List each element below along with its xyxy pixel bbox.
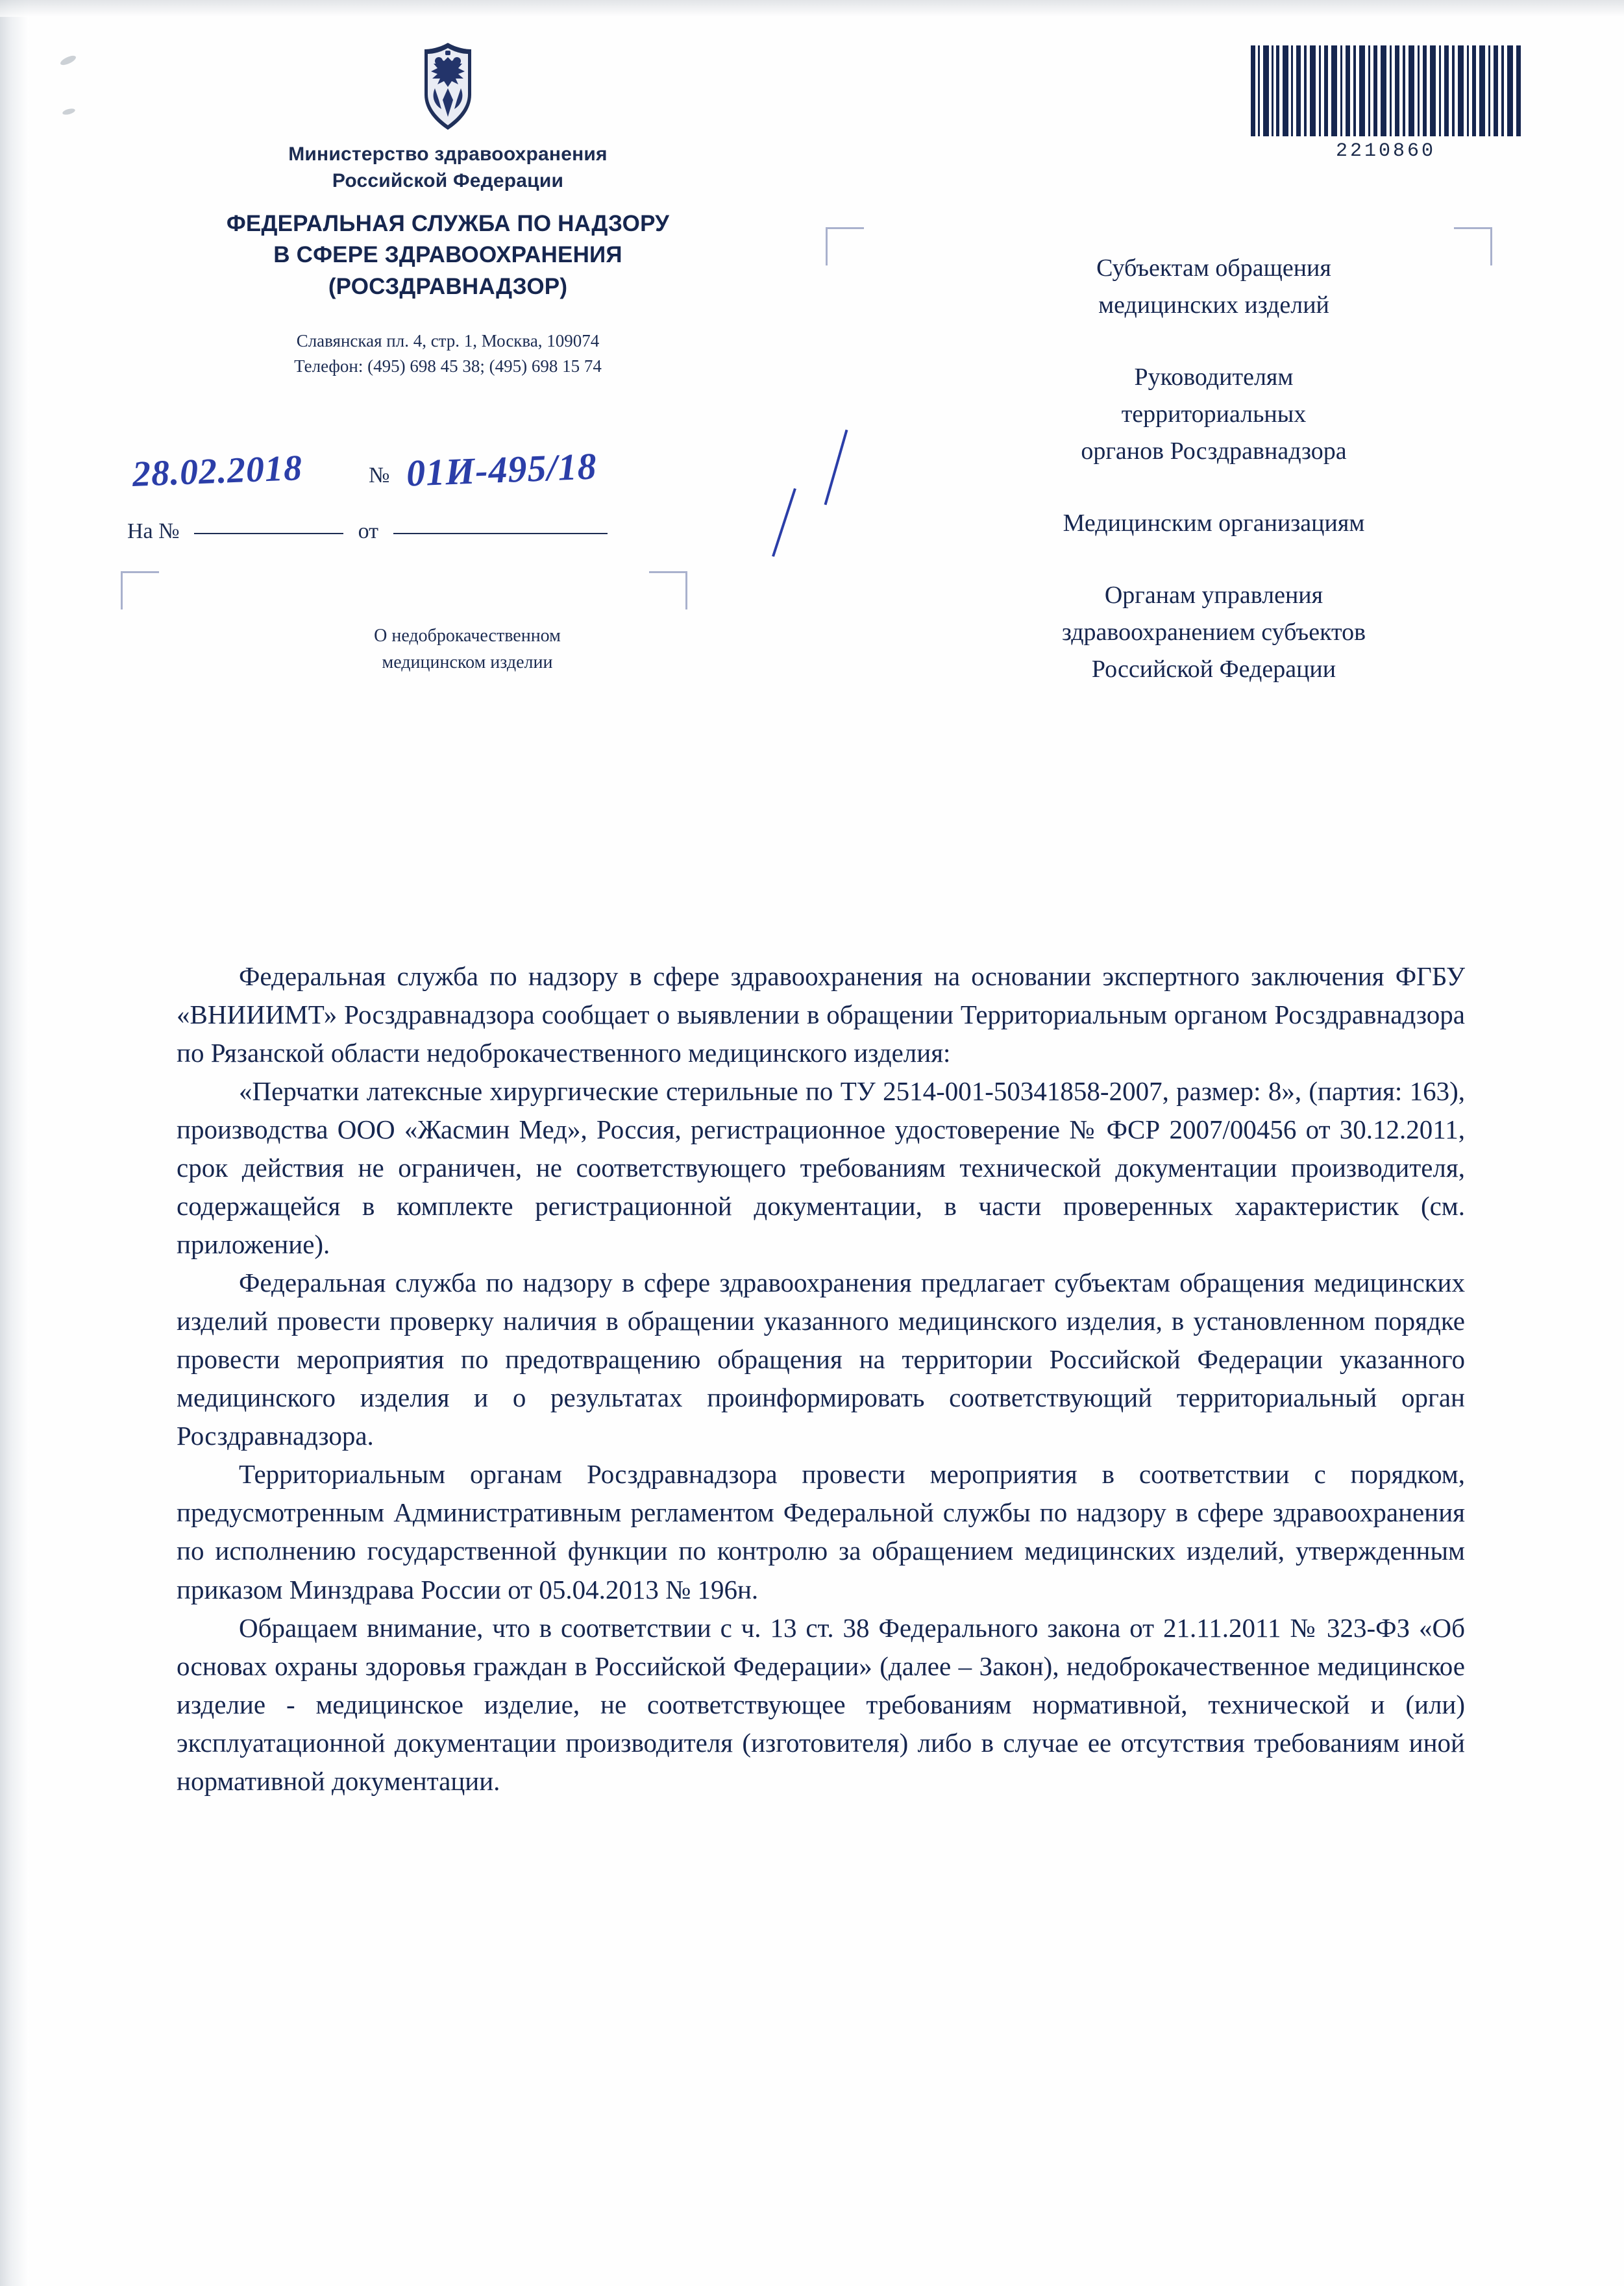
- addressee-3-line-1: Медицинским организациям: [1063, 510, 1365, 537]
- addressee-4-line-1: Органам управления: [1104, 582, 1323, 609]
- pen-stroke: [772, 488, 796, 557]
- incoming-label: На №: [127, 519, 180, 543]
- address-line-2: Телефон: (495) 698 45 38; (495) 698 15 74: [294, 356, 602, 376]
- addressee-4: [883, 577, 1545, 688]
- service-line-2: В СФЕРЕ ЗДРАВООХРАНЕНИЯ: [273, 242, 622, 268]
- addressee-1: [883, 250, 1545, 324]
- letterhead: [130, 38, 766, 379]
- corner-mark-right: [649, 571, 687, 609]
- incoming-date-label: от: [358, 519, 379, 543]
- service-line-1: ФЕДЕРАЛЬНАЯ СЛУЖБА ПО НАДЗОРУ: [226, 211, 670, 236]
- addressee-2: [883, 359, 1545, 470]
- addressee-2-line-2: территориальных: [1121, 400, 1307, 428]
- service-line-3: (РОСЗДРАВНАДЗОР): [328, 273, 568, 299]
- letter-subject: [260, 623, 675, 676]
- number-symbol: №: [369, 463, 390, 487]
- addressee-3: [883, 505, 1545, 542]
- address-line-1: Славянская пл. 4, стр. 1, Москва, 109074: [296, 330, 600, 350]
- addressee-4-line-3: Российской Федерации: [1091, 656, 1336, 683]
- subject-line-2: медицинском изделии: [382, 652, 553, 672]
- body-paragraph-5: Обращаем внимание, что в соответствии с ч. 13 ст. 38 Федерального закона от 21.11.2011 № 323-ФЗ «Об основах охраны здоровья граждан в Российской Федерации» (далее – Закон), недоброкачественное медицинское изделие - медицинское изделие, не соответствующее требованиям нормативной, технической и (или) эксплуатационной документации производителя (изготовителя) либо в случае ее отсутствия требованиям иной нормативной документации.: [177, 1612, 1465, 1796]
- russian-coat-of-arms-icon: [406, 38, 489, 135]
- addressee-1-line-2: медицинских изделий: [1098, 291, 1329, 319]
- incoming-reference-line: [127, 519, 608, 544]
- registration-date: 28.02.2018: [131, 447, 304, 495]
- addressee-list: [883, 250, 1545, 688]
- incoming-date-rule: [393, 532, 608, 534]
- body-paragraph-2: «Перчатки латексные хирургические стерильные по ТУ 2514-001-50341858-2007, размер: 8», (партия: 163), производства ООО «Жасмин Мед», Россия, регистрационное удостоверение № ФСР 2007/00456 от 30.12.2011, срок действия не ограничен, не соответствующего требованиям технической документации производителя, содержащейся в комплекте регистрационной документации, в части проверенных характеристик (см. приложение).: [177, 1076, 1465, 1260]
- addressee-4-line-2: здравоохранением субъектов: [1061, 619, 1366, 646]
- addressee-2-line-1: Руководителям: [1134, 363, 1294, 391]
- corner-mark-left: [121, 571, 159, 609]
- corner-mark-left: [826, 227, 864, 265]
- barcode-block: [1246, 45, 1525, 162]
- body-paragraph-1: Федеральная служба по надзору в сфере здравоохранения на основании экспертного заключения ФГБУ «ВНИИИМТ» Росздравнадзора сообщает о выявлении в обращении Территориальным органом Росздравнадзора по Рязанской области недоброкачественного медицинского изделия:: [177, 961, 1465, 1068]
- ministry-name: [130, 141, 766, 194]
- barcode-number: 2210860: [1335, 140, 1436, 162]
- postal-address: [130, 328, 766, 379]
- addressee-2-line-3: органов Росздравнадзора: [1081, 437, 1347, 465]
- ministry-line-2: Российской Федерации: [332, 169, 564, 191]
- body-paragraph-3: Федеральная служба по надзору в сфере здравоохранения предлагает субъектам обращения медицинских изделий провести проверку наличия в обращении указанного медицинского изделия, в установленном порядке провести мероприятия по предотвращению обращения на территории Российской Федерации указанного медицинского изделия и о результатах проинформировать соответствующий территориальный орган Росздравнадзора.: [177, 1268, 1465, 1451]
- pen-stroke: [824, 430, 848, 505]
- letter-body: [177, 957, 1465, 1801]
- ministry-line-1: Министерство здравоохранения: [288, 143, 608, 165]
- addressee-1-line-1: Субъектам обращения: [1096, 254, 1331, 282]
- service-name: [130, 208, 766, 302]
- registration-stamp: [127, 445, 783, 506]
- barcode-icon: [1249, 45, 1522, 136]
- incoming-number-rule: [194, 532, 343, 534]
- registration-number: 01И-495/18: [405, 445, 598, 495]
- subject-line-1: О недоброкачественном: [374, 626, 561, 646]
- body-paragraph-4: Территориальным органам Росздравнадзора провести мероприятия в соответствии с порядком, предусмотренным Административным регламентом Федеральной службы по надзору в сфере здравоохранения по исполнению государственной функции по контролю за обращением медицинских изделий, утвержденным приказом Минздрава России от 05.04.2013 № 196н.: [177, 1459, 1465, 1604]
